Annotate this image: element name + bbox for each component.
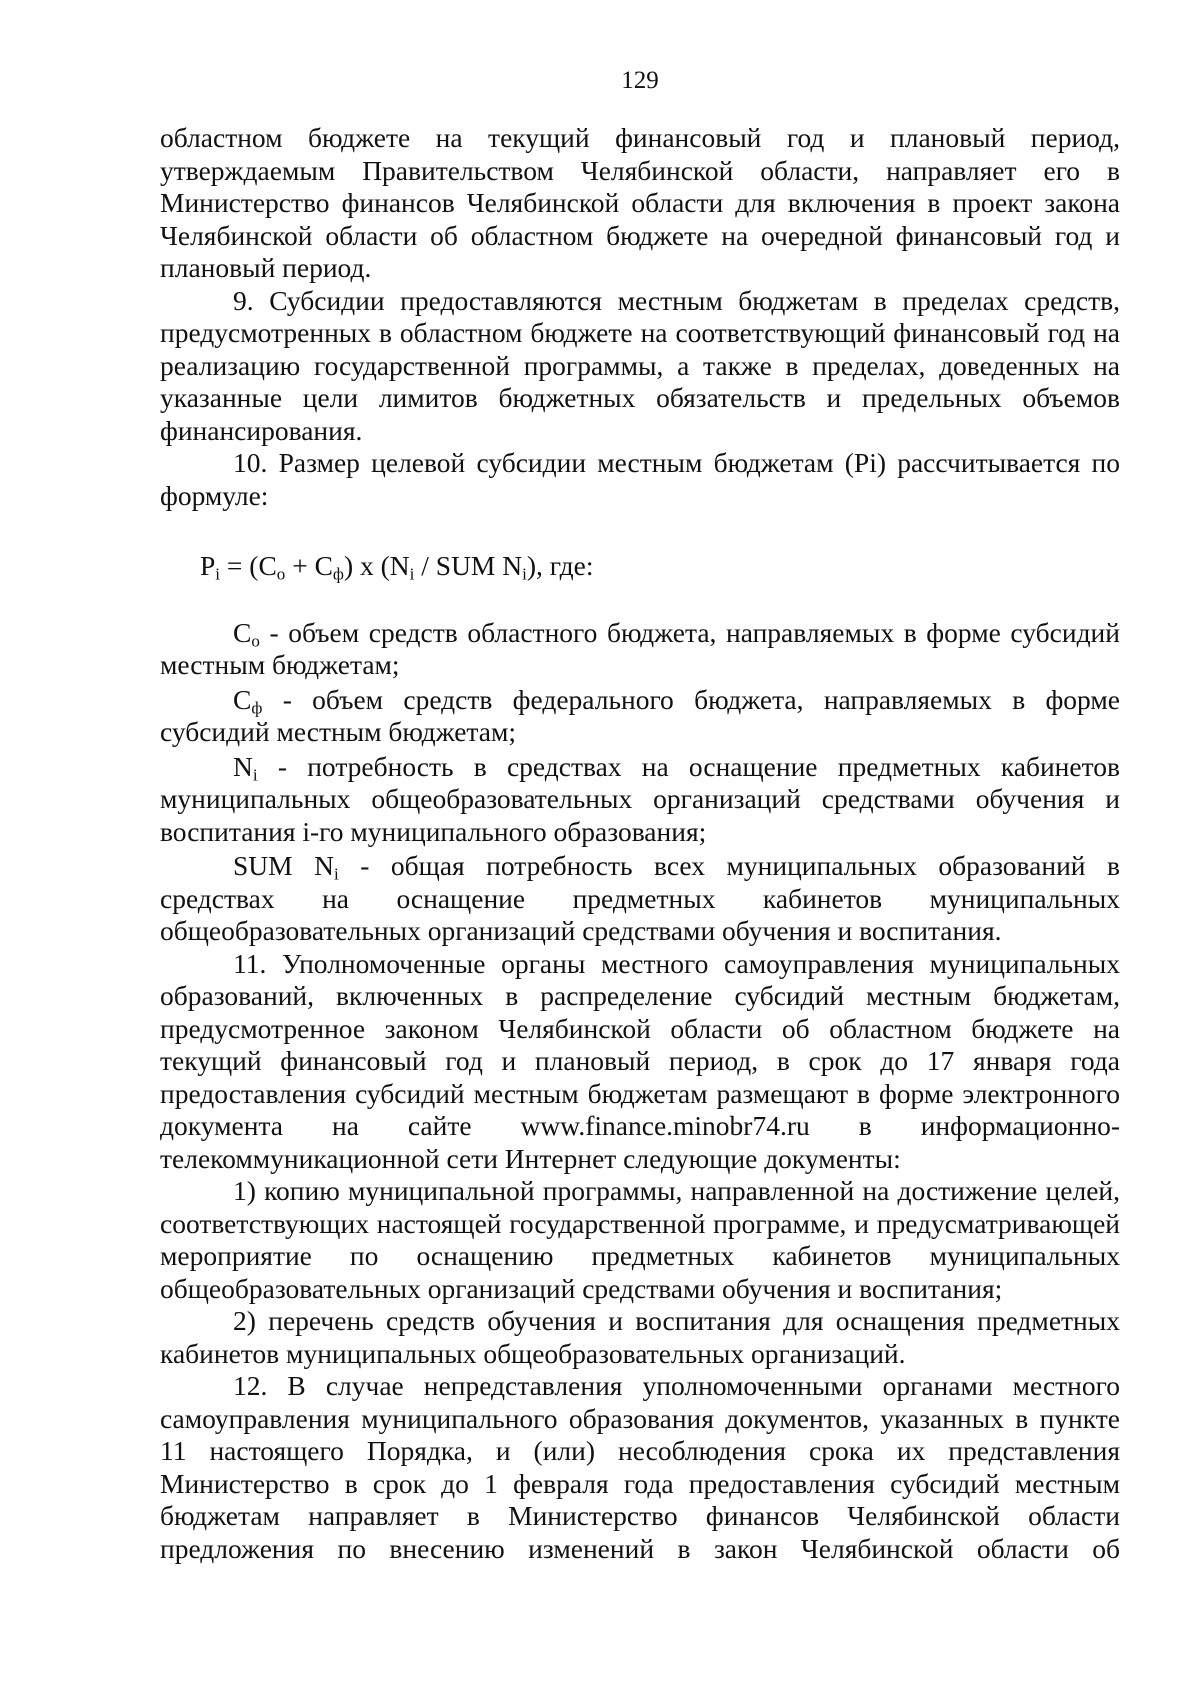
page-number: 129 [621, 67, 659, 94]
formula-co-subscript: o [276, 564, 286, 584]
definition-sum-ni-symbol: SUM N [233, 850, 334, 881]
paragraph-11-item-1: 1) копию муниципальной программы, направленной на достижение целей, соответствующих настоящей государственной программе, и предусматривающей мероприятие по оснащению предметных кабинетов муниципальных общеобразовательных организаций средствами обучения и воспитания; [160, 1175, 1120, 1304]
formula-mid: ) x (N [343, 550, 410, 581]
definition-cf-subscript: ф [251, 697, 263, 717]
formula [160, 550, 1120, 583]
definition-co-subscript: o [251, 630, 260, 650]
paragraph-12: 12. В случае непредставления уполномоченными органами местного самоуправления муниципального образования документов, указанных в пункте 11 настоящего Порядка, и (или) несоблюдения срока их представления Министерство в срок до 1 февраля года предоставления субсидий местным бюджетам направляет в Министерство финансов Челябинской области предложения по внесению изменений в закон Челябинской области об [160, 1370, 1120, 1564]
definition-ni-subscript: i [252, 764, 258, 784]
document-body [160, 122, 1120, 1565]
paragraph-11-item-2: 2) перечень средств обучения и воспитания для оснащения предметных кабинетов муниципальных общеобразовательных организаций. [160, 1305, 1120, 1369]
definition-sum-ni-subscript: i [333, 864, 339, 884]
formula-lhs-subscript: i [215, 564, 221, 584]
formula-plus: + C [285, 550, 333, 581]
definition-cf-symbol: C [233, 683, 252, 715]
formula-sumni-subscript: i [522, 564, 527, 584]
definition-sum-ni-text: - общая потребность всех муниципальных образований в средствах на оснащение предметных кабинетов муниципальных общеобразовательных организаций средствами обучения и воспитания. [160, 850, 1121, 946]
definition-co [160, 617, 1120, 682]
paragraph-10: 10. Размер целевой субсидии местным бюджетам (Pi) рассчитывается по формуле: [160, 447, 1120, 511]
formula-tail: ), где: [526, 550, 594, 581]
definition-ni [160, 751, 1120, 849]
definition-co-text: - объем средств областного бюджета, направляемых в форме субсидий местным бюджетам; [160, 616, 1120, 680]
definition-cf-text: - объем средств федерального бюджета, направляемых в форме субсидий местным бюджетам; [160, 683, 1120, 747]
formula-ni-subscript: i [409, 564, 415, 584]
definition-co-symbol: C [233, 616, 252, 648]
formula-eq: = (C [220, 550, 277, 581]
definition-ni-text: - потребность в средствах на оснащение предметных кабинетов муниципальных общеобразовательных организаций средствами обучения и воспитания i-го муниципального образования; [160, 750, 1120, 847]
formula-lhs: P [200, 550, 216, 581]
formula-cf-subscript: ф [332, 564, 344, 584]
formula-div: / SUM N [414, 550, 523, 581]
paragraph-11: 11. Уполномоченные органы местного самоуправления муниципальных образований, включенных в распределение субсидий местным бюджетам, предусмотренное законом Челябинской области об областном бюджете на текущий финансовый год и плановый период, в срок до 17 января года предоставления субсидий местным бюджетам размещают в форме электронного документа на сайте www.finance.minobr74.ru в информационно-телекоммуникационной сети Интернет следующие документы: [160, 947, 1120, 1174]
definition-sum-ni [160, 850, 1120, 948]
paragraph-9: 9. Субсидии предоставляются местным бюджетам в пределах средств, предусмотренных в областном бюджете на соответствующий финансовый год на реализацию государственной программы, а также в пределах, доведенных на указанные цели лимитов бюджетных обязательств и предельных объемов финансирования. [160, 284, 1120, 446]
paragraph-continuation: областном бюджете на текущий финансовый год и плановый период, утверждаемым Правительством Челябинской области, направляет его в Министерство финансов Челябинской области для включения в проект закона Челябинской области об областном бюджете на очередной финансовый год и плановый период. [160, 122, 1120, 283]
definition-ni-symbol: N [233, 750, 253, 782]
definition-cf [160, 684, 1120, 749]
